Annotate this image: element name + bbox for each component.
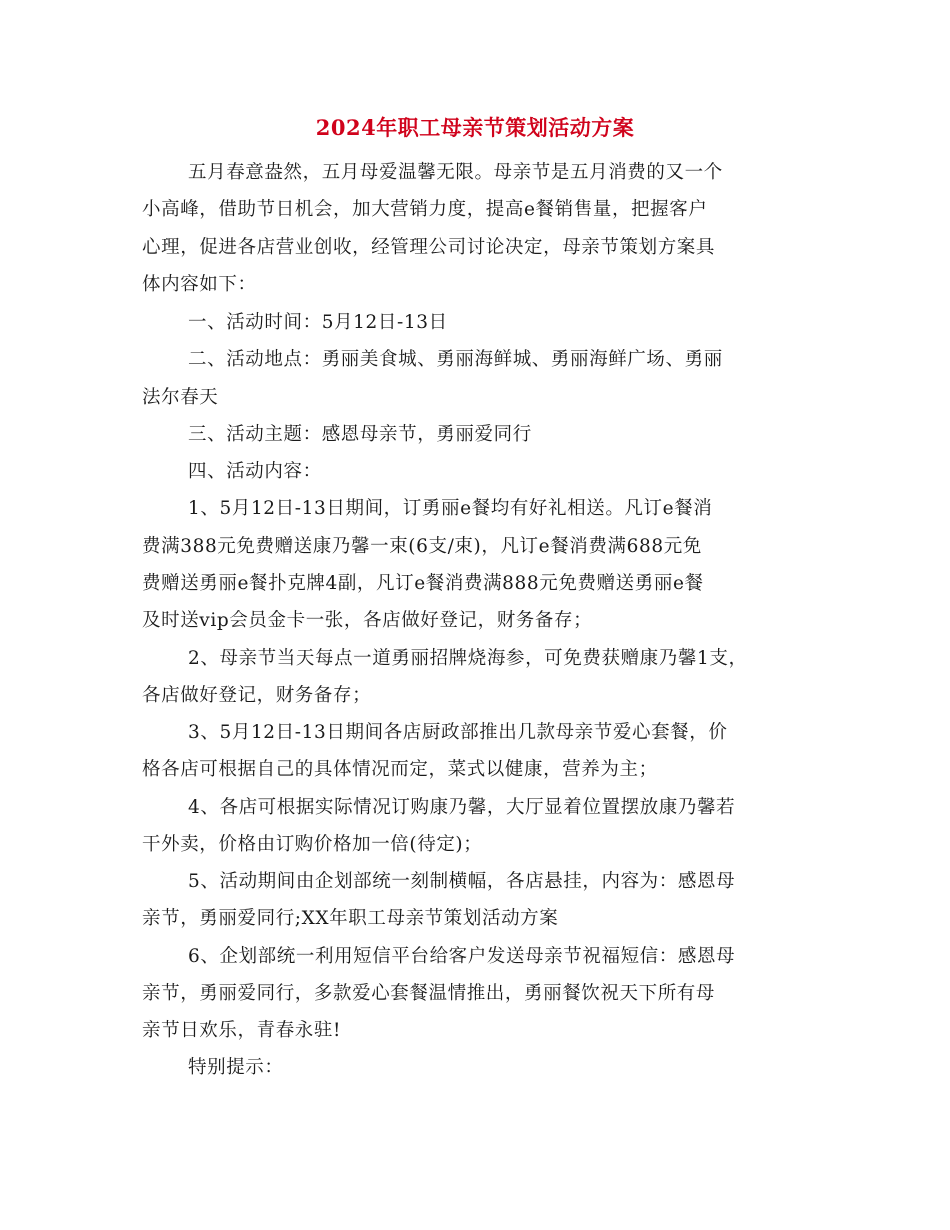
paragraph-line: 体内容如下： — [142, 274, 257, 295]
paragraph-line: 费满388元免费赠送康乃馨一束(6支/束)，凡订e餐消费满688元免 — [142, 536, 702, 557]
document-title: 2024年职工母亲节策划活动方案 — [315, 115, 635, 140]
paragraph-line: 五月春意盎然，五月母爱温馨无限。母亲节是五月消费的又一个 — [188, 162, 723, 183]
paragraph-line: 小高峰，借助节日机会，加大营销力度，提高e餐销售量，把握客户 — [142, 199, 708, 220]
paragraph-line: 四、活动内容： — [188, 461, 322, 482]
paragraph-line: 1、5月12日-13日期间，订勇丽e餐均有好礼相送。凡订e餐消 — [188, 498, 713, 519]
paragraph-line: 4、各店可根据实际情况订购康乃馨，大厅显着位置摆放康乃馨若 — [188, 797, 736, 818]
paragraph-line: 法尔春天 — [142, 387, 219, 408]
paragraph-line: 亲节，勇丽爱同行;XX年职工母亲节策划活动方案 — [142, 908, 559, 929]
paragraph-line: 各店做好登记，财务备存； — [142, 685, 372, 706]
paragraph-line: 及时送vip会员金卡一张，各店做好登记，财务备存； — [142, 610, 593, 631]
paragraph-line: 6、企划部统一利用短信平台给客户发送母亲节祝福短信：感恩母 — [188, 946, 736, 967]
paragraph-line: 干外卖，价格由订购价格加一倍(待定)； — [142, 834, 483, 855]
paragraph-line: 一、活动时间：5月12日-13日 — [188, 312, 448, 333]
paragraph-line: 亲节日欢乐，青春永驻! — [142, 1020, 342, 1041]
paragraph-line: 三、活动主题：感恩母亲节，勇丽爱同行 — [188, 424, 532, 445]
paragraph-line: 特别提示： — [188, 1057, 284, 1078]
paragraph-line: 5、活动期间由企划部统一刻制横幅，各店悬挂，内容为：感恩母 — [188, 871, 736, 892]
paragraph-line: 心理，促进各店营业创收，经管理公司讨论决定，母亲节策划方案具 — [142, 237, 716, 258]
paragraph-line: 2、母亲节当天每点一道勇丽招牌烧海参，可免费获赠康乃馨1支， — [188, 648, 748, 669]
paragraph-line: 3、5月12日-13日期间各店厨政部推出几款母亲节爱心套餐，价 — [188, 722, 728, 743]
paragraph-line: 亲节，勇丽爱同行，多款爱心套餐温情推出，勇丽餐饮祝天下所有母 — [142, 983, 716, 1004]
paragraph-line: 二、活动地点：勇丽美食城、勇丽海鲜城、勇丽海鲜广场、勇丽 — [188, 349, 723, 370]
paragraph-line: 格各店可根据自己的具体情况而定，菜式以健康，营养为主； — [142, 759, 658, 780]
paragraph-line: 费赠送勇丽e餐扑克牌4副，凡订e餐消费满888元免费赠送勇丽e餐 — [142, 573, 704, 594]
